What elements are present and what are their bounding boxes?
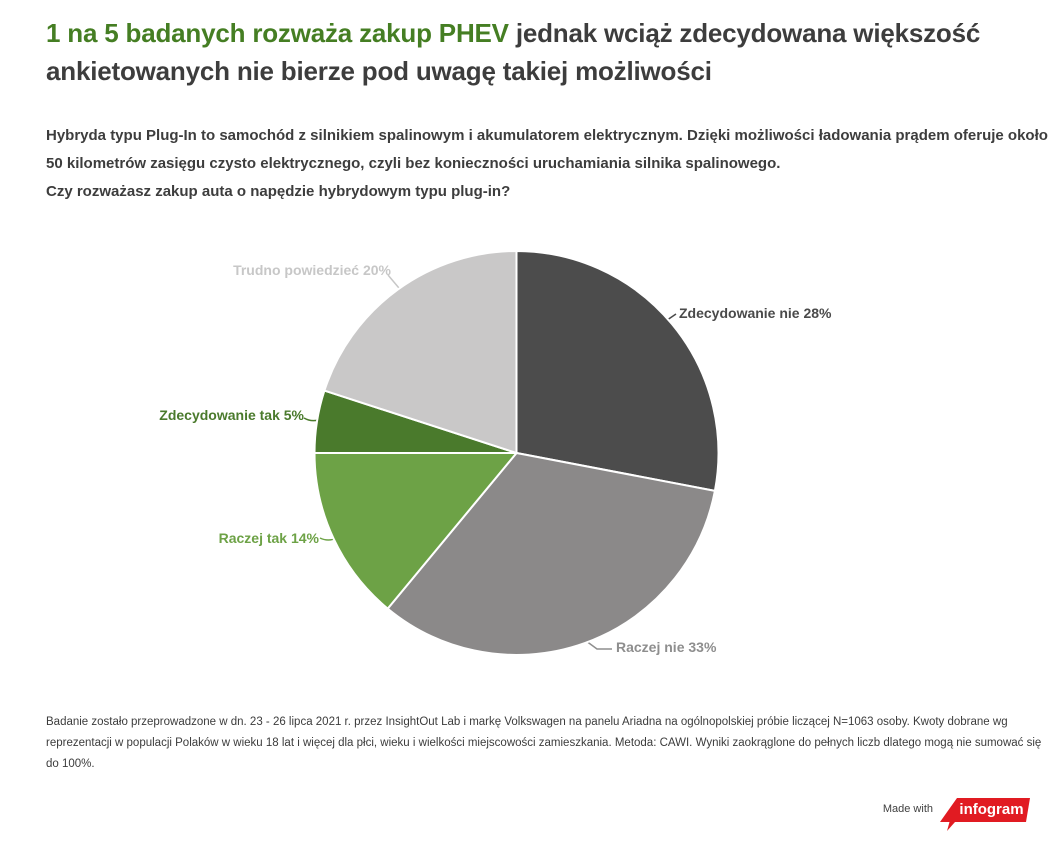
page-title-highlight: 1 na 5 badanych rozważa zakup PHEV — [46, 18, 509, 48]
pie-slice-zdecydowanie-nie[interactable] — [517, 251, 719, 491]
pie-label-trudno-powiedziec: Trudno powiedzieć 20% — [233, 262, 391, 278]
chart-description — [46, 122, 1054, 206]
pie-label-raczej-nie: Raczej nie 33% — [616, 639, 717, 655]
page-title — [46, 14, 1031, 90]
pie-label-zdecydowanie-tak: Zdecydowanie tak 5% — [159, 407, 304, 423]
infogram-badge[interactable] — [935, 797, 1030, 831]
pie-label-raczej-tak: Raczej tak 14% — [218, 530, 319, 546]
made-with-label: Made with — [882, 803, 933, 815]
leader-line-zdecydowanie-tak — [304, 418, 318, 421]
methodology-footnote: Badanie zostało przeprowadzone w dn. 23 - 26 lipca 2021 r. przez InsightOut Lab i markę Volkswagen na panelu Ariadna na ogólnopolskiej próbie liczącej N=1063 osoby. Kwoty dobrane wg reprezentacji w populacji Polaków w wieku 18 lat i więcej dla płci, wieku i wielkości miejscowości zamieszkania. Metoda: CAWI. Wyniki zaokrąglone do pełnych liczb dlatego mogą nie sumować się do 100%. — [46, 716, 1042, 770]
page-title-rest: jednak wciąż zdecydowana większość ankietowanych nie bierze pod uwagę takiej możliwości — [46, 18, 981, 86]
infogram-brand-text: infogram — [959, 801, 1024, 818]
survey-question: Czy rozważasz zakup auta o napędzie hybrydowym typu plug-in? — [46, 183, 511, 200]
description-paragraph: Hybryda typu Plug-In to samochód z silnikiem spalinowym i akumulatorem elektrycznym. Dzięki możliwości ładowania prądem oferuje około 50 kilometrów zasięgu czysto elektrycznego, czyli bez konieczności uruchamiania silnika spalinowego. — [46, 127, 1048, 172]
pie-label-zdecydowanie-nie: Zdecydowanie nie 28% — [679, 305, 832, 321]
pie-chart — [0, 228, 1054, 693]
pie-chart-svg — [0, 228, 1054, 693]
